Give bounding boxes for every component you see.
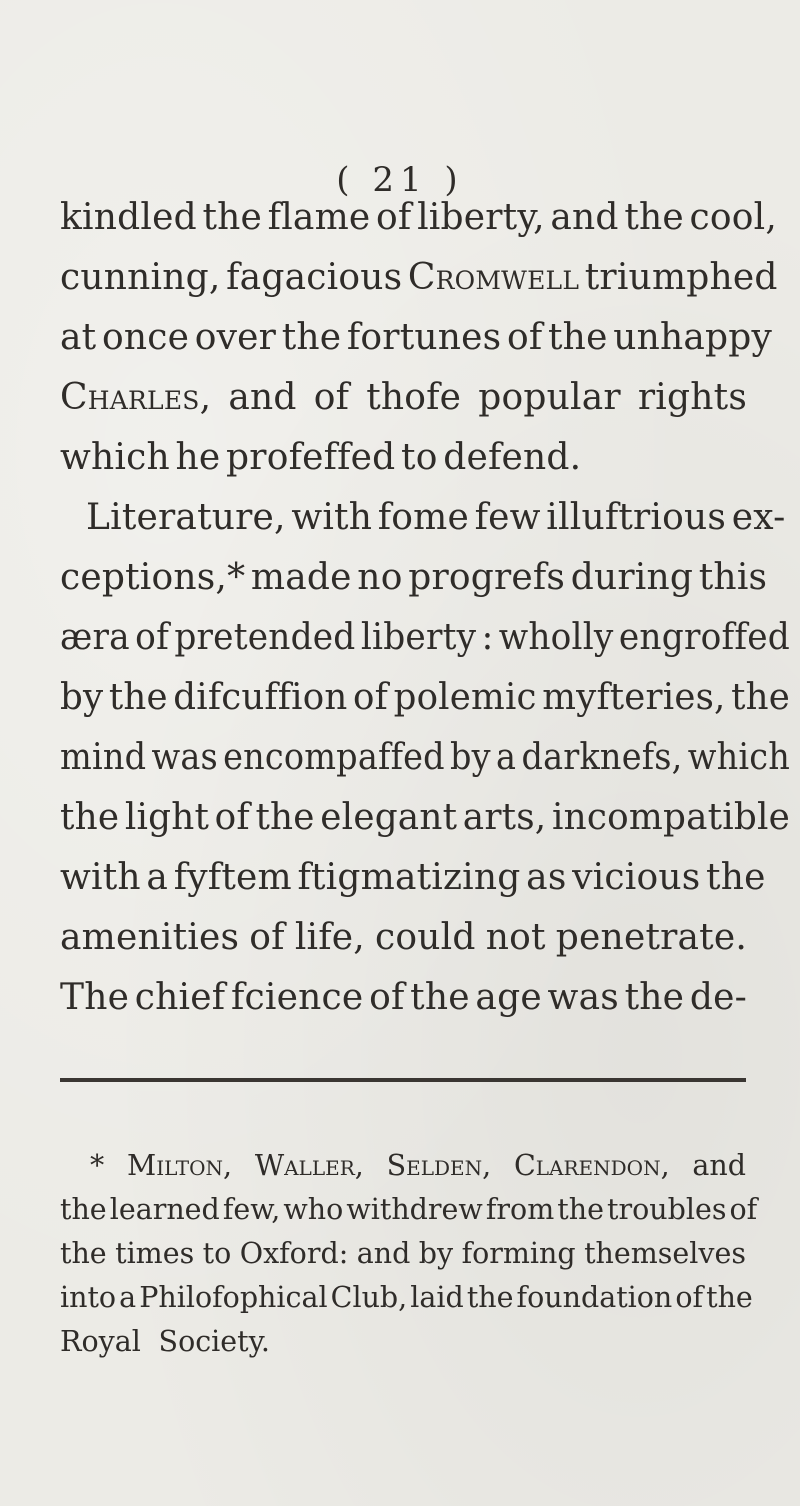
text-segment: the light of the elegant arts, incompatible xyxy=(60,797,790,838)
text-segment: Literature, with fome few illuftrious ex- xyxy=(86,497,786,538)
footnote-line xyxy=(90,1150,746,1182)
text-segment: * xyxy=(90,1149,128,1182)
text-segment: the learned few, who withdrew from the troubles of xyxy=(60,1193,758,1226)
body-line xyxy=(60,558,767,598)
text-segment: the times to Oxford: and by forming themselves xyxy=(60,1237,746,1270)
footnote-line xyxy=(60,1238,746,1270)
small-caps-name: Charles xyxy=(60,377,200,418)
body-line xyxy=(60,738,790,778)
text-segment: which he profeffed to defend. xyxy=(60,437,582,478)
footnote-line xyxy=(60,1282,753,1314)
text-segment: at once over the fortunes of the unhappy xyxy=(60,317,773,358)
body-line xyxy=(60,678,790,718)
footnote-line xyxy=(60,1326,270,1358)
text-segment: Royal Society. xyxy=(60,1325,270,1358)
text-segment: into a Philofophical Club, laid the foundation of the xyxy=(60,1281,753,1314)
body-line xyxy=(86,498,785,538)
text-segment: cunning, fagacious xyxy=(60,257,408,298)
body-line xyxy=(60,618,790,658)
text-segment: , xyxy=(354,1149,387,1182)
body-line xyxy=(60,978,747,1018)
text-segment: The chief fcience of the age was the de- xyxy=(60,977,747,1018)
text-segment: by the difcuffion of polemic myfteries, the xyxy=(60,677,790,718)
text-segment: , xyxy=(223,1149,255,1182)
text-segment: amenities of life, could not penetrate. xyxy=(60,917,747,958)
text-segment: , and of thofe popular rights xyxy=(199,377,747,418)
page-number: ( 21 ) xyxy=(336,160,464,200)
text-segment: , and xyxy=(660,1149,746,1182)
text-segment: ceptions,* made no progrefs during this xyxy=(60,557,768,598)
body-line xyxy=(60,258,778,298)
footnote-rule xyxy=(60,1078,746,1082)
small-caps-name: Cromwell xyxy=(407,257,580,298)
body-line xyxy=(60,438,581,478)
text-segment: triumphed xyxy=(579,257,778,298)
footnote-line xyxy=(60,1194,757,1226)
body-line xyxy=(60,918,747,958)
text-segment: mind was encompaffed by a darknefs, which xyxy=(60,737,790,778)
body-line xyxy=(60,858,766,898)
body-line xyxy=(60,318,772,358)
text-segment: with a fyftem ftigmatizing as vicious the xyxy=(60,857,766,898)
small-caps-name: Selden xyxy=(386,1149,483,1182)
small-caps-name: Milton xyxy=(127,1149,223,1182)
text-segment: kindled the flame of liberty, and the cool, xyxy=(60,197,777,238)
body-line xyxy=(60,378,747,418)
small-caps-name: Clarendon xyxy=(513,1149,661,1182)
text-segment: , xyxy=(482,1149,514,1182)
text-segment: æra of pretended liberty : wholly engroffed xyxy=(60,617,790,658)
small-caps-name: Waller xyxy=(254,1149,355,1182)
body-line xyxy=(60,198,777,238)
body-line xyxy=(60,798,790,838)
